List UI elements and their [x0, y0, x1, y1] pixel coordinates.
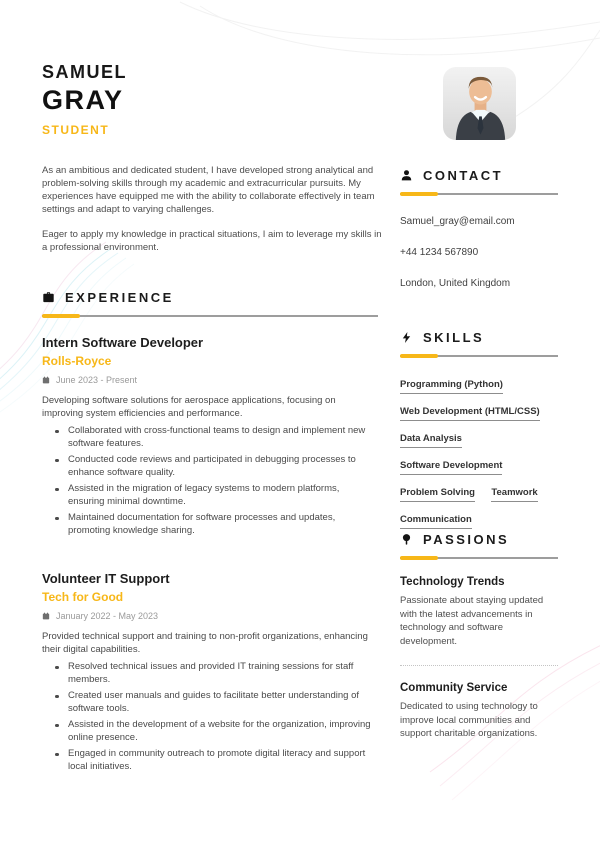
- portrait-illustration: [443, 67, 516, 140]
- passion-item: [400, 682, 558, 741]
- passion-text: Passionate about staying updated with the latest advancements in technology and software development.: [400, 595, 544, 647]
- summary-section: [42, 164, 384, 266]
- passion-item: [400, 576, 558, 648]
- section-title: EXPERIENCE: [65, 290, 174, 305]
- contact-section: [400, 168, 558, 289]
- briefcase-icon: [42, 291, 55, 304]
- passion-text: Dedicated to using technology to improve local communities and support charitable organizations.: [400, 701, 538, 739]
- bullet-item: Engaged in community outreach to promote digital literacy and support local initiatives.: [42, 748, 378, 773]
- calendar-icon: [42, 612, 50, 620]
- section-title: PASSIONS: [423, 532, 510, 547]
- name-block: [42, 62, 127, 137]
- bullet-item: Assisted in the development of a website for the organization, improving online presence.: [42, 719, 378, 744]
- role-title: STUDENT: [42, 123, 110, 137]
- experience-heading-row: [42, 290, 378, 305]
- bullet-item: Maintained documentation for software processes and updates, promoting knowledge sharing.: [42, 512, 378, 537]
- company-name: Rolls-Royce: [42, 354, 112, 368]
- contact-phone: +44 1234 567890: [400, 247, 479, 258]
- passions-heading-row: [400, 532, 558, 547]
- calendar-icon: [42, 376, 50, 384]
- section-divider: [400, 354, 558, 358]
- bolt-icon: [400, 331, 413, 344]
- section-divider: [400, 192, 558, 196]
- experience-section: [42, 290, 378, 773]
- date-row: [42, 611, 378, 621]
- passion-title: Community Service: [400, 682, 508, 694]
- passions-section: [400, 532, 558, 741]
- skills-section: [400, 330, 558, 536]
- dotted-separator: [400, 665, 558, 666]
- skills-heading-row: [400, 330, 558, 345]
- first-name: SAMUEL: [42, 62, 127, 82]
- contact-email: Samuel_gray@email.com: [400, 216, 515, 227]
- date-range: January 2022 - May 2023: [56, 611, 159, 621]
- summary-paragraph: As an ambitious and dedicated student, I have developed strong analytical and problem-solving skills through my academic and extracurricular pursuits. My experiences have equipped me with the ability to collaborate effectively in team settings and adapt to varying challenges.: [42, 165, 375, 215]
- profile-photo: [443, 67, 516, 140]
- bullet-item: Created user manuals and guides to facilitate better understanding of software tools.: [42, 690, 378, 715]
- job-description: Provided technical support and training to non-profit organizations, enhancing their digital capabilities.: [42, 631, 368, 655]
- skill-item: Data Analysis: [400, 433, 462, 448]
- company-name: Tech for Good: [42, 590, 124, 604]
- contact-heading-row: [400, 168, 558, 183]
- skill-item: Communication: [400, 514, 472, 529]
- experience-item: [42, 335, 378, 537]
- date-row: [42, 375, 378, 385]
- job-bullets: [42, 425, 378, 537]
- job-bullets: [42, 661, 378, 773]
- pin-icon: [400, 533, 413, 546]
- last-name: GRAY: [42, 85, 124, 115]
- bullet-item: Collaborated with cross-functional teams to design and implement new software features.: [42, 425, 378, 450]
- passion-title: Technology Trends: [400, 576, 505, 588]
- job-title: Volunteer IT Support: [42, 571, 170, 586]
- person-icon: [400, 169, 413, 182]
- section-divider: [42, 314, 378, 318]
- contact-location: London, United Kingdom: [400, 278, 511, 289]
- section-title: CONTACT: [423, 168, 504, 183]
- section-divider: [400, 556, 558, 560]
- skill-item: Teamwork: [491, 487, 537, 502]
- skill-item: Problem Solving: [400, 487, 475, 502]
- skill-item: Web Development (HTML/CSS): [400, 406, 540, 421]
- experience-item: [42, 571, 378, 773]
- skill-item: Software Development: [400, 460, 502, 475]
- job-description: Developing software solutions for aerospace applications, focusing on improving system efficiencies and performance.: [42, 395, 336, 419]
- bullet-item: Assisted in the migration of legacy systems to modern platforms, ensuring minimal downtime.: [42, 483, 378, 508]
- section-title: SKILLS: [423, 330, 485, 345]
- summary-paragraph: Eager to apply my knowledge in practical situations, I aim to leverage my skills in a professional environment.: [42, 229, 382, 253]
- date-range: June 2023 - Present: [56, 375, 138, 385]
- skill-item: Programming (Python): [400, 379, 503, 394]
- bullet-item: Resolved technical issues and provided IT training sessions for staff members.: [42, 661, 378, 686]
- bullet-item: Conducted code reviews and participated in debugging processes to enhance software quality.: [42, 454, 378, 479]
- job-title: Intern Software Developer: [42, 335, 204, 350]
- skill-list: [400, 374, 558, 536]
